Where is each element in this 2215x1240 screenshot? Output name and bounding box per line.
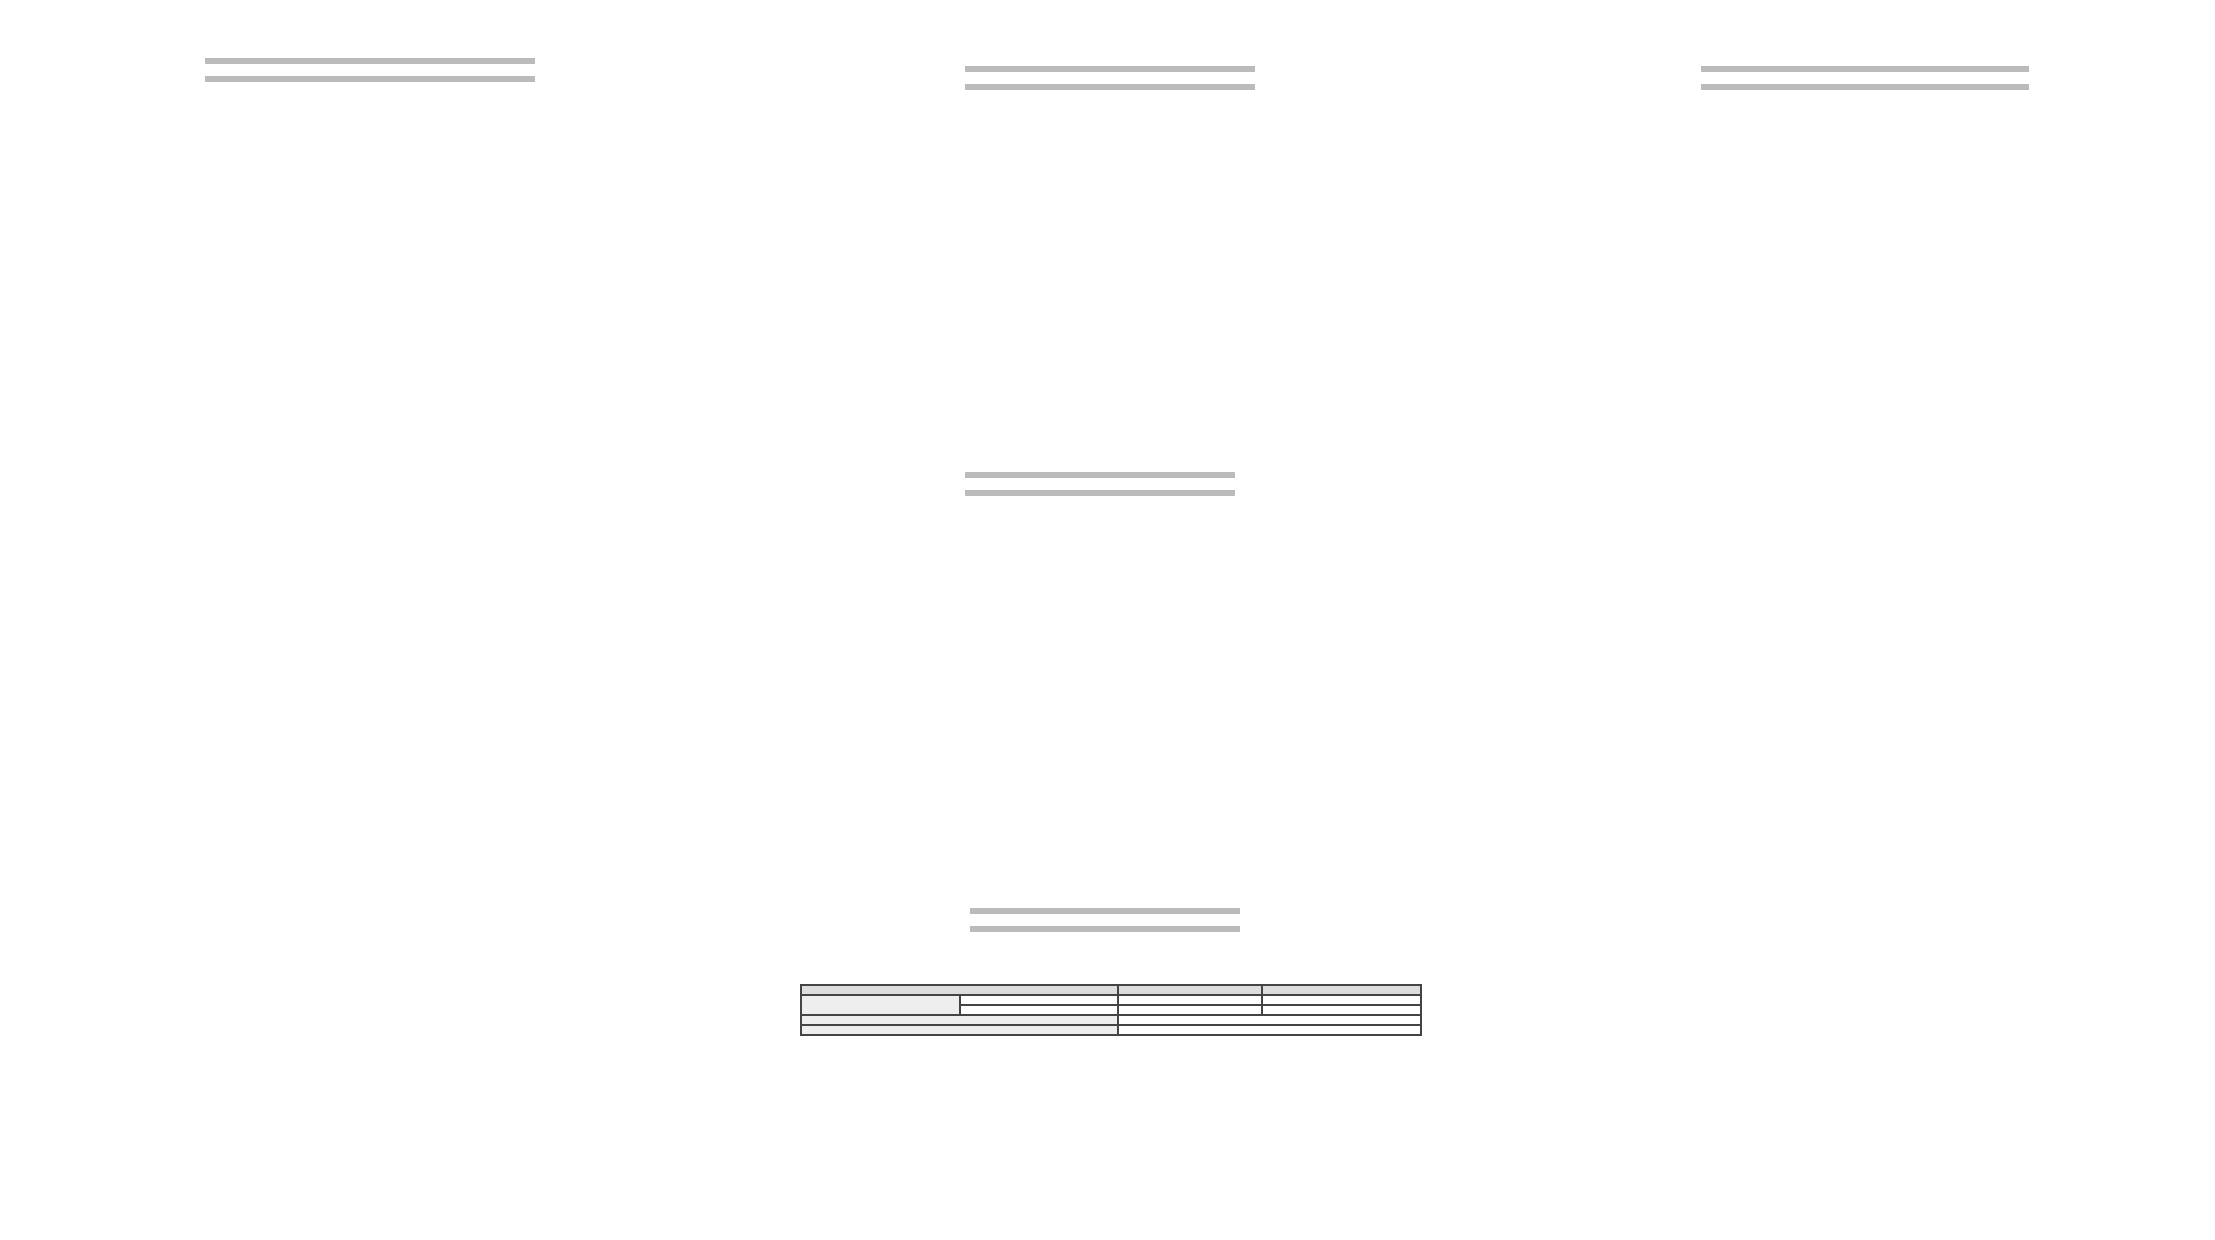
table-part1 [960, 995, 1119, 1005]
sunday-worship-column [40, 0, 700, 82]
afternoon-worship-title [965, 66, 1255, 90]
table-next-prayer-value [1118, 1015, 1421, 1025]
table-header-lead [1118, 985, 1262, 995]
church-news-title [1701, 66, 2029, 90]
table-meal-duty-label [801, 1025, 1118, 1035]
volunteers-table [800, 984, 1422, 1036]
table-part2 [960, 1005, 1119, 1015]
table-part2-members [1262, 1005, 1421, 1015]
wednesday-prayer-title [965, 472, 1235, 496]
table-header-members [1262, 985, 1421, 995]
table-part1-lead [1118, 995, 1262, 1005]
sunday-worship-title [205, 58, 535, 82]
church-news-column [1545, 0, 2185, 90]
table-month [801, 995, 960, 1015]
table-header-division [801, 985, 1118, 995]
volunteers-title [970, 908, 1240, 932]
table-meal-duty-value [1118, 1025, 1421, 1035]
evening-worship-column [790, 0, 1430, 90]
table-part1-members [1262, 995, 1421, 1005]
table-next-prayer-label [801, 1015, 1118, 1025]
table-part2-lead [1118, 1005, 1262, 1015]
